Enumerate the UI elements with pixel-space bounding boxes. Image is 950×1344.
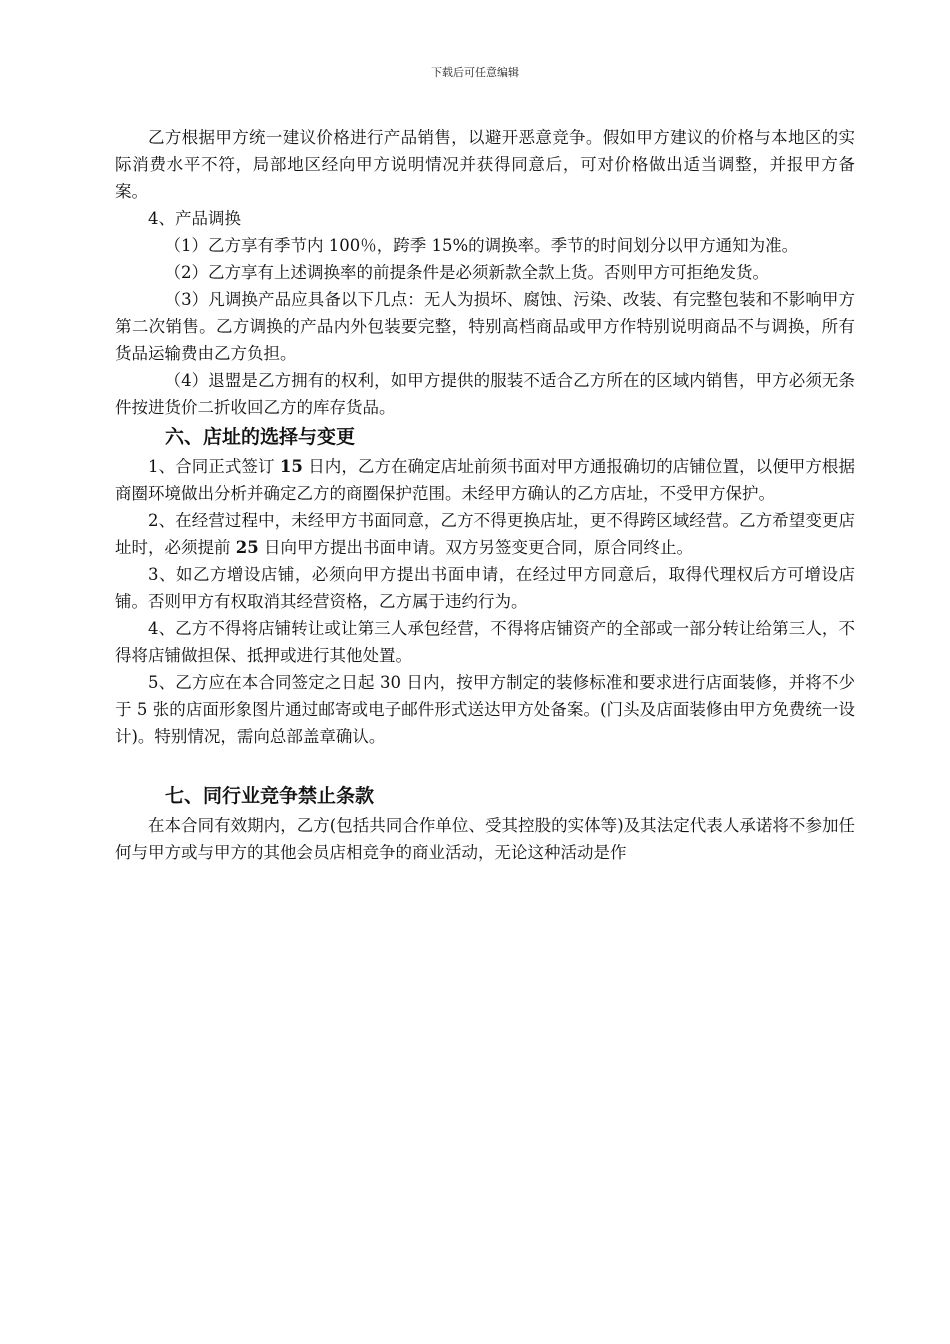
paragraph-six-item-4: 4、乙方不得将店铺转让或让第三人承包经营，不得将店铺资产的全部或一部分转让给第三人，不得将店铺做担保、抵押或进行其他处置。 <box>115 619 855 665</box>
paragraph-exchange-rate: （1）乙方享有季节内 100％，跨季 15%的调换率。季节的时间划分以甲方通知为准。 <box>164 236 799 255</box>
six-item-2-days: 25 <box>235 538 259 557</box>
paragraph-exchange-requirements: （3）凡调换产品应具备以下几点：无人为损坏、腐蚀、污染、改装、有完整包装和不影响甲方第二次销售。乙方调换的产品内外包装要完整，特别高档商品或甲方作特别说明商品不与调换，所有货品运输费由乙方负担。 <box>115 290 855 363</box>
paragraph-seven-1: 在本合同有效期内，乙方(包括共同合作单位、受其控股的实体等)及其法定代表人承诺将不参加任何与甲方或与甲方的其他会员店相竞争的商业活动，无论这种活动是作 <box>115 816 855 862</box>
paragraph-six-item-2 <box>115 507 855 561</box>
six-item-2-after: 日向甲方提出书面申请。双方另签变更合同，原合同终止。 <box>258 538 693 557</box>
section-heading-six: 六、店址的选择与变更 <box>165 426 356 448</box>
section-heading-seven: 七、同行业竞争禁止条款 <box>165 785 375 807</box>
paragraph-exchange-condition: （2）乙方享有上述调换率的前提条件是必须新款全款上货。否则甲方可拒绝发货。 <box>164 263 769 282</box>
paragraph-pricing: 乙方根据甲方统一建议价格进行产品销售，以避开恶意竞争。假如甲方建议的价格与本地区的实际消费水平不符，局部地区经向甲方说明情况并获得同意后，可对价格做出适当调整，并报甲方备案。 <box>115 128 855 201</box>
six-item-1-before: 1、合同正式签订 <box>148 457 280 476</box>
paragraph-withdrawal: （4）退盟是乙方拥有的权利，如甲方提供的服装不适合乙方所在的区域内销售，甲方必须无条件按进货价二折收回乙方的库存货品。 <box>115 371 855 417</box>
page-header: 下载后可任意编辑 <box>431 66 519 79</box>
paragraph-six-item-5: 5、乙方应在本合同签定之日起 30 日内，按甲方制定的装修标准和要求进行店面装修，并将不少于 5 张的店面形象图片通过邮寄或电子邮件形式送达甲方处备案。(门头及店面装修由甲方免费统一设计)。特别情况，需向总部盖章确认。 <box>115 673 855 746</box>
document-body <box>115 124 855 866</box>
blank-line <box>115 750 855 780</box>
subheading-product-exchange: 4、产品调换 <box>148 209 241 228</box>
paragraph-six-item-1 <box>115 453 855 507</box>
six-item-1-days: 15 <box>279 457 303 476</box>
six-item-2-before: 2、在经营过程中，未经甲方书面同意，乙方不得更换店址，更不得跨区域经营。乙方希望变更店址时，必须提前 <box>115 511 855 557</box>
six-item-1-after: 日内，乙方在确定店址前须书面对甲方通报确切的店铺位置，以便甲方根据商圈环境做出分析并确定乙方的商圈保护范围。未经甲方确认的乙方店址，不受甲方保护。 <box>115 457 856 503</box>
paragraph-six-item-3: 3、如乙方增设店铺，必须向甲方提出书面申请，在经过甲方同意后，取得代理权后方可增设店铺。否则甲方有权取消其经营资格，乙方属于违约行为。 <box>115 565 855 611</box>
